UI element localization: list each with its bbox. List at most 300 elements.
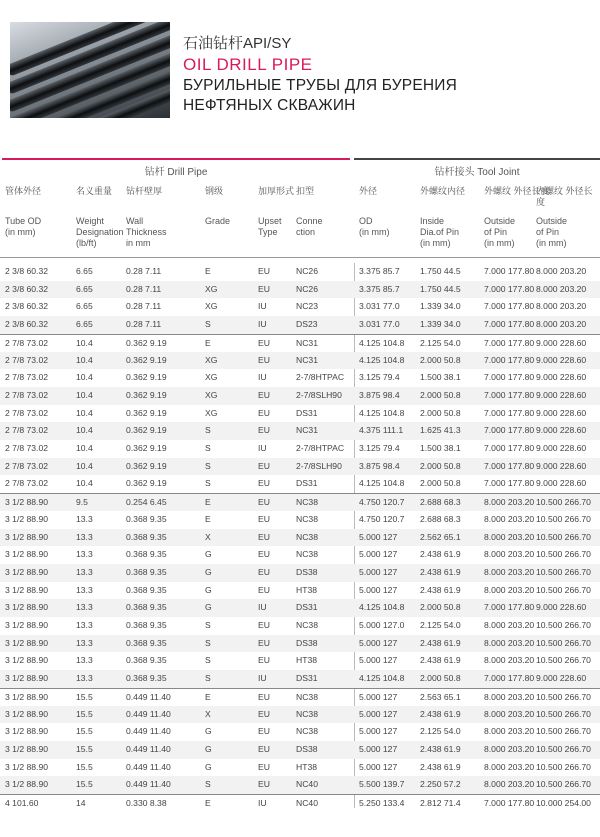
cell-pin-outside-length: 7.000 177.80 (484, 389, 535, 400)
cell-grade: S (205, 425, 211, 436)
cell-grade: S (205, 637, 211, 648)
cell-wall-thickness: 0.362 9.19 (126, 443, 167, 453)
cell-weight: 13.3 (76, 620, 93, 630)
cell-pin-outside-length: 8.000 203.20 (484, 726, 535, 737)
cell-box-outside-length: 9.000 228.60 (536, 478, 587, 489)
header-line: of Pin (536, 227, 560, 237)
cell-pin-outside-length: 8.000 203.20 (484, 779, 535, 790)
cell-joint-od: 3.875 98.4 (359, 460, 400, 471)
cell-pin-outside-length: 7.000 177.80 (484, 354, 535, 365)
cell-pin-outside-length: 7.000 177.80 (484, 673, 535, 684)
table-row (0, 670, 600, 688)
header-grade-en (205, 216, 230, 227)
cell-pin-outside-length: 8.000 203.20 (484, 761, 535, 772)
cell-tube-od: 3 1/2 88.90 (5, 531, 49, 542)
cell-tube-od: 4 101.60 (5, 798, 39, 808)
cell-wall-thickness: 0.368 9.35 (126, 566, 167, 577)
cell-wall-thickness: 0.368 9.35 (126, 655, 167, 666)
cell-wall-thickness: 0.368 9.35 (126, 620, 167, 630)
cell-weight: 13.3 (76, 637, 93, 648)
header-line: Wall (126, 216, 144, 226)
cell-box-outside-length: 10.500 266.70 (536, 513, 591, 524)
cell-pin-inside-dia: 2.125 54.0 (420, 620, 461, 630)
cell-box-outside-length: 9.000 228.60 (536, 389, 587, 400)
cell-box-outside-length: 10.000 254.00 (536, 798, 591, 808)
header-box-outside-length-en (536, 216, 567, 249)
header-connection-cn: 扣型 (296, 186, 315, 196)
cell-box-outside-length: 9.000 228.60 (536, 407, 587, 418)
cell-connection: HT38 (296, 761, 318, 772)
cell-pin-inside-dia: 2.438 61.9 (420, 743, 461, 754)
cell-grade: G (205, 726, 212, 737)
cell-pin-outside-length: 8.000 203.20 (484, 620, 535, 630)
cell-connection: 2-7/8SLH90 (296, 460, 342, 471)
cell-box-outside-length: 9.000 228.60 (536, 372, 587, 383)
cell-grade: XG (205, 407, 218, 418)
header-line: Inside (420, 216, 445, 226)
header-pin-outside-length-cn: 外螺纹 外径长度 (484, 186, 550, 196)
cell-connection: NC38 (296, 549, 318, 560)
cell-connection: 2-7/8HTPAC (296, 372, 345, 383)
cell-pin-outside-length: 7.000 177.80 (484, 337, 535, 348)
header-line: (in mm) (484, 238, 515, 248)
cell-box-outside-length: 10.500 266.70 (536, 566, 591, 577)
cell-grade: G (205, 602, 212, 613)
cell-grade: G (205, 566, 212, 577)
cell-weight: 15.5 (76, 779, 93, 790)
table-row (0, 635, 600, 653)
cell-grade: XG (205, 354, 218, 365)
cell-connection: NC38 (296, 691, 318, 702)
cell-joint-od: 5.000 127 (359, 708, 398, 719)
cell-pin-outside-length: 8.000 203.20 (484, 691, 535, 702)
cell-grade: S (205, 478, 211, 489)
cell-connection: NC31 (296, 354, 318, 365)
cell-joint-od: 5.000 127.0 (359, 620, 405, 630)
cell-tube-od: 3 1/2 88.90 (5, 549, 49, 560)
cell-pin-inside-dia: 2.688 68.3 (420, 497, 461, 508)
cell-weight: 10.4 (76, 443, 93, 453)
cell-connection: NC40 (296, 798, 318, 808)
cell-pin-outside-length: 7.000 177.80 (484, 478, 535, 489)
cell-tube-od: 3 1/2 88.90 (5, 655, 49, 666)
cell-upset-type: IU (258, 372, 267, 383)
cell-box-outside-length: 9.000 228.60 (536, 425, 587, 436)
cell-box-outside-length: 10.500 266.70 (536, 531, 591, 542)
table-row (0, 652, 600, 670)
header-joint-od-cn: 外径 (359, 186, 378, 196)
cell-connection: NC38 (296, 513, 318, 524)
cell-upset-type: EU (258, 566, 270, 577)
cell-grade: S (205, 779, 211, 790)
cell-grade: E (205, 266, 211, 276)
header-weight-cn: 名义重量 (76, 186, 113, 196)
cell-joint-od: 5.000 127 (359, 691, 398, 702)
cell-joint-od: 3.125 79.4 (359, 372, 400, 383)
cell-joint-od: 4.750 120.7 (359, 513, 405, 524)
cell-pin-outside-length: 7.000 177.80 (484, 798, 535, 808)
cell-grade: G (205, 584, 212, 595)
cell-tube-od: 3 1/2 88.90 (5, 779, 49, 790)
cell-box-outside-length: 8.000 203.20 (536, 266, 587, 276)
cell-joint-od: 3.375 85.7 (359, 283, 400, 294)
cell-upset-type: EU (258, 497, 270, 508)
cell-grade: S (205, 460, 211, 471)
cell-upset-type: EU (258, 726, 270, 737)
cell-pin-outside-length: 8.000 203.20 (484, 584, 535, 595)
group-tool-joint: 钻杆接头 Tool Joint (354, 158, 600, 180)
cell-upset-type: IU (258, 443, 267, 453)
cell-wall-thickness: 0.362 9.19 (126, 407, 167, 418)
cell-tube-od: 2 7/8 73.02 (5, 354, 49, 365)
table-row (0, 794, 600, 812)
cell-tube-od: 2 3/8 60.32 (5, 266, 49, 276)
header-line: (in mm) (5, 227, 36, 237)
cell-joint-od: 5.000 127 (359, 726, 398, 737)
cell-tube-od: 3 1/2 88.90 (5, 584, 49, 595)
cell-pin-inside-dia: 2.438 61.9 (420, 761, 461, 772)
cell-grade: G (205, 549, 212, 560)
cell-pin-inside-dia: 2.000 50.8 (420, 354, 461, 365)
header-line: Thickness (126, 227, 167, 237)
cell-weight: 10.4 (76, 372, 93, 383)
cell-pin-inside-dia: 2.000 50.8 (420, 602, 461, 613)
cell-pin-inside-dia: 1.339 34.0 (420, 319, 461, 330)
cell-wall-thickness: 0.28 7.11 (126, 301, 162, 312)
cell-pin-outside-length: 8.000 203.20 (484, 708, 535, 719)
cell-box-outside-length: 8.000 203.20 (536, 319, 587, 330)
cell-pin-inside-dia: 2.125 54.0 (420, 726, 461, 737)
cell-connection: NC31 (296, 337, 318, 348)
group-drill-pipe: 钻杆 Drill Pipe (2, 158, 350, 180)
cell-tube-od: 3 1/2 88.90 (5, 743, 49, 754)
cell-joint-od: 4.375 111.1 (359, 425, 404, 436)
cell-connection: NC38 (296, 708, 318, 719)
cell-connection: HT38 (296, 584, 318, 595)
cell-upset-type: EU (258, 637, 270, 648)
cell-connection: NC38 (296, 531, 318, 542)
cell-weight: 13.3 (76, 602, 93, 613)
cell-joint-od: 3.125 79.4 (359, 443, 400, 453)
cell-weight: 10.4 (76, 389, 93, 400)
cell-box-outside-length: 8.000 203.20 (536, 301, 587, 312)
table-row (0, 281, 600, 299)
cell-grade: E (205, 513, 211, 524)
cell-pin-inside-dia: 2.563 65.1 (420, 691, 461, 702)
cell-upset-type: EU (258, 389, 270, 400)
cell-weight: 13.3 (76, 655, 93, 666)
title-russian-line-2: НЕФТЯНЫХ СКВАЖИН (183, 97, 356, 114)
cell-weight: 10.4 (76, 407, 93, 418)
cell-joint-od: 3.375 85.7 (359, 266, 400, 276)
cell-joint-od: 4.125 104.8 (359, 478, 405, 489)
cell-joint-od: 5.000 127 (359, 566, 398, 577)
cell-pin-outside-length: 7.000 177.80 (484, 301, 535, 312)
cell-connection: DS38 (296, 743, 318, 754)
cell-tube-od: 2 7/8 73.02 (5, 407, 49, 418)
cell-pin-inside-dia: 2.125 54.0 (420, 337, 461, 348)
table-row (0, 475, 600, 493)
cell-upset-type: EU (258, 425, 270, 436)
cell-wall-thickness: 0.362 9.19 (126, 389, 167, 400)
cell-weight: 13.3 (76, 513, 93, 524)
cell-joint-od: 5.000 127 (359, 655, 398, 666)
cell-wall-thickness: 0.362 9.19 (126, 478, 167, 489)
table-row (0, 387, 600, 405)
cell-grade: S (205, 655, 211, 666)
cell-box-outside-length: 10.500 266.70 (536, 779, 591, 790)
cell-weight: 15.5 (76, 726, 93, 737)
cell-wall-thickness: 0.449 11.40 (126, 761, 171, 772)
header-weight-en (76, 216, 124, 249)
cell-weight: 15.5 (76, 761, 93, 772)
cell-tube-od: 2 7/8 73.02 (5, 478, 49, 489)
cell-upset-type: IU (258, 301, 267, 312)
cell-pin-inside-dia: 2.000 50.8 (420, 389, 461, 400)
cell-box-outside-length: 9.000 228.60 (536, 337, 587, 348)
table-row (0, 546, 600, 564)
cell-weight: 13.3 (76, 549, 93, 560)
cell-grade: XG (205, 283, 218, 294)
cell-grade: XG (205, 372, 218, 383)
cell-upset-type: EU (258, 761, 270, 772)
cell-wall-thickness: 0.28 7.11 (126, 319, 162, 330)
cell-connection: NC31 (296, 425, 318, 436)
cell-joint-od: 5.000 127 (359, 743, 398, 754)
header-line: Tube OD (5, 216, 42, 226)
cell-box-outside-length: 9.000 228.60 (536, 443, 587, 453)
cell-upset-type: EU (258, 620, 270, 630)
header-line: Outside (484, 216, 516, 226)
cell-connection: NC38 (296, 726, 318, 737)
cell-box-outside-length: 10.500 266.70 (536, 497, 591, 508)
cell-pin-outside-length: 8.000 203.20 (484, 655, 535, 666)
cell-tube-od: 3 1/2 88.90 (5, 513, 49, 524)
cell-grade: E (205, 798, 211, 808)
cell-pin-outside-length: 7.000 177.80 (484, 266, 535, 276)
cell-joint-od: 3.031 77.0 (359, 301, 400, 312)
header-wall-thickness-cn: 钻杆壁厚 (126, 186, 163, 196)
cell-pin-inside-dia: 2.812 71.4 (420, 798, 461, 808)
table-row (0, 422, 600, 440)
table-row (0, 369, 600, 387)
cell-joint-od: 4.125 104.8 (359, 354, 405, 365)
header-line: of Pin (484, 227, 508, 237)
cell-connection: DS23 (296, 319, 318, 330)
cell-weight: 13.3 (76, 531, 93, 542)
table-row (0, 688, 600, 706)
header-line: Conne (296, 216, 323, 226)
cell-box-outside-length: 10.500 266.70 (536, 691, 591, 702)
cell-pin-inside-dia: 2.250 57.2 (420, 779, 461, 790)
cell-pin-inside-dia: 1.500 38.1 (420, 443, 461, 453)
cell-weight: 15.5 (76, 743, 93, 754)
cell-weight: 10.4 (76, 337, 93, 348)
cell-box-outside-length: 9.000 228.60 (536, 354, 587, 365)
table-row (0, 723, 600, 741)
cell-pin-inside-dia: 2.438 61.9 (420, 637, 461, 648)
cell-pin-inside-dia: 1.750 44.5 (420, 283, 461, 294)
table-row (0, 599, 600, 617)
header-tube-od-cn: 管体外径 (5, 186, 42, 196)
cell-pin-inside-dia: 2.438 61.9 (420, 708, 461, 719)
cell-joint-od: 4.125 104.8 (359, 337, 405, 348)
cell-connection: NC26 (296, 266, 318, 276)
table-row (0, 493, 600, 511)
cell-upset-type: EU (258, 549, 270, 560)
header-line: (in mm) (536, 238, 567, 248)
cell-weight: 13.3 (76, 673, 93, 684)
cell-grade: E (205, 497, 211, 508)
cell-box-outside-length: 10.500 266.70 (536, 743, 591, 754)
cell-pin-outside-length: 8.000 203.20 (484, 497, 535, 508)
header-grade-cn: 钢级 (205, 186, 224, 196)
cell-tube-od: 2 7/8 73.02 (5, 337, 49, 348)
table-row (0, 334, 600, 352)
table-row (0, 352, 600, 370)
cell-weight: 15.5 (76, 708, 93, 719)
cell-tube-od: 3 1/2 88.90 (5, 673, 49, 684)
cell-connection: 2-7/8SLH90 (296, 389, 342, 400)
cell-box-outside-length: 9.000 228.60 (536, 460, 587, 471)
cell-upset-type: EU (258, 283, 270, 294)
cell-weight: 6.65 (76, 266, 93, 276)
table-row (0, 298, 600, 316)
cell-joint-od: 5.000 127 (359, 761, 398, 772)
cell-upset-type: EU (258, 478, 270, 489)
table-row (0, 511, 600, 529)
cell-tube-od: 3 1/2 88.90 (5, 708, 49, 719)
cell-pin-inside-dia: 2.688 68.3 (420, 513, 461, 524)
cell-tube-od: 2 3/8 60.32 (5, 283, 49, 294)
column-groups (0, 158, 600, 180)
cell-pin-outside-length: 7.000 177.80 (484, 460, 535, 471)
table-row (0, 440, 600, 458)
cell-pin-outside-length: 7.000 177.80 (484, 443, 535, 453)
cell-upset-type: EU (258, 531, 270, 542)
cell-tube-od: 3 1/2 88.90 (5, 602, 49, 613)
cell-weight: 6.65 (76, 283, 93, 294)
cell-wall-thickness: 0.449 11.40 (126, 726, 171, 737)
cell-weight: 10.4 (76, 478, 93, 489)
cell-pin-inside-dia: 1.339 34.0 (420, 301, 461, 312)
cell-pin-inside-dia: 2.438 61.9 (420, 584, 461, 595)
cell-pin-inside-dia: 1.750 44.5 (420, 266, 461, 276)
cell-pin-inside-dia: 2.000 50.8 (420, 478, 461, 489)
table-row (0, 582, 600, 600)
cell-upset-type: EU (258, 513, 270, 524)
header-line: Upset (258, 216, 282, 226)
cell-connection: NC23 (296, 301, 318, 312)
table-row (0, 458, 600, 476)
cell-connection: DS38 (296, 566, 318, 577)
cell-connection: DS31 (296, 602, 318, 613)
cell-pin-outside-length: 7.000 177.80 (484, 407, 535, 418)
cell-upset-type: EU (258, 337, 270, 348)
cell-joint-od: 4.125 104.8 (359, 407, 405, 418)
cell-grade: X (205, 531, 211, 542)
cell-box-outside-length: 10.500 266.70 (536, 549, 591, 560)
cell-tube-od: 3 1/2 88.90 (5, 761, 49, 772)
header-line: (in mm) (420, 238, 451, 248)
cell-box-outside-length: 8.000 203.20 (536, 283, 587, 294)
cell-wall-thickness: 0.449 11.40 (126, 743, 171, 754)
cell-connection: HT38 (296, 655, 318, 666)
table-row (0, 759, 600, 777)
cell-upset-type: EU (258, 779, 270, 790)
cell-upset-type: EU (258, 266, 270, 276)
cell-upset-type: EU (258, 708, 270, 719)
header-tube-od-en (5, 216, 41, 238)
cell-box-outside-length: 10.500 266.70 (536, 637, 591, 648)
header-line: Weight (76, 216, 104, 226)
header-line: (in mm) (359, 227, 390, 237)
cell-wall-thickness: 0.449 11.40 (126, 779, 171, 790)
table-row (0, 741, 600, 759)
cell-wall-thickness: 0.362 9.19 (126, 372, 167, 383)
page-header (0, 0, 600, 135)
cell-wall-thickness: 0.330 8.38 (126, 798, 167, 808)
cell-pin-outside-length: 7.000 177.80 (484, 319, 535, 330)
cell-connection: NC40 (296, 779, 318, 790)
cell-tube-od: 3 1/2 88.90 (5, 726, 49, 737)
cell-pin-inside-dia: 1.500 38.1 (420, 372, 461, 383)
header-connection-en (296, 216, 323, 238)
cell-tube-od: 3 1/2 88.90 (5, 637, 49, 648)
cell-wall-thickness: 0.368 9.35 (126, 584, 167, 595)
cell-box-outside-length: 10.500 266.70 (536, 708, 591, 719)
cell-wall-thickness: 0.368 9.35 (126, 549, 167, 560)
cell-pin-outside-length: 8.000 203.20 (484, 549, 535, 560)
cell-tube-od: 2 7/8 73.02 (5, 425, 49, 436)
cell-upset-type: EU (258, 743, 270, 754)
title-block (183, 34, 457, 116)
cell-wall-thickness: 0.368 9.35 (126, 531, 167, 542)
cell-box-outside-length: 10.500 266.70 (536, 726, 591, 737)
cell-wall-thickness: 0.28 7.11 (126, 283, 162, 294)
cell-connection: DS31 (296, 478, 318, 489)
cell-pin-outside-length: 7.000 177.80 (484, 425, 535, 436)
cell-tube-od: 3 1/2 88.90 (5, 566, 49, 577)
table-row (0, 617, 600, 635)
table-row (0, 405, 600, 423)
cell-tube-od: 3 1/2 88.90 (5, 497, 49, 508)
cell-joint-od: 5.500 139.7 (359, 779, 405, 790)
cell-upset-type: IU (258, 602, 267, 613)
cell-pin-inside-dia: 2.438 61.9 (420, 566, 461, 577)
table-row (0, 776, 600, 794)
cell-grade: S (205, 673, 211, 684)
cell-wall-thickness: 0.368 9.35 (126, 673, 167, 684)
cell-grade: E (205, 691, 211, 702)
cell-connection: NC26 (296, 283, 318, 294)
header-pin-outside-length-en (484, 216, 515, 249)
header-line: (lb/ft) (76, 238, 97, 248)
cell-pin-inside-dia: 2.000 50.8 (420, 673, 461, 684)
title-chinese: 石油钻杆API/SY (183, 35, 292, 52)
cell-grade: XG (205, 301, 218, 312)
cell-tube-od: 2 7/8 73.02 (5, 443, 49, 453)
cell-weight: 6.65 (76, 319, 93, 330)
cell-connection: NC38 (296, 620, 318, 630)
header-joint-od-en (359, 216, 390, 238)
cell-pin-outside-length: 7.000 177.80 (484, 372, 535, 383)
cell-grade: XG (205, 389, 218, 400)
cell-grade: G (205, 761, 212, 772)
cell-weight: 6.65 (76, 301, 93, 312)
cell-connection: NC38 (296, 497, 318, 508)
cell-wall-thickness: 0.254 6.45 (126, 497, 167, 508)
